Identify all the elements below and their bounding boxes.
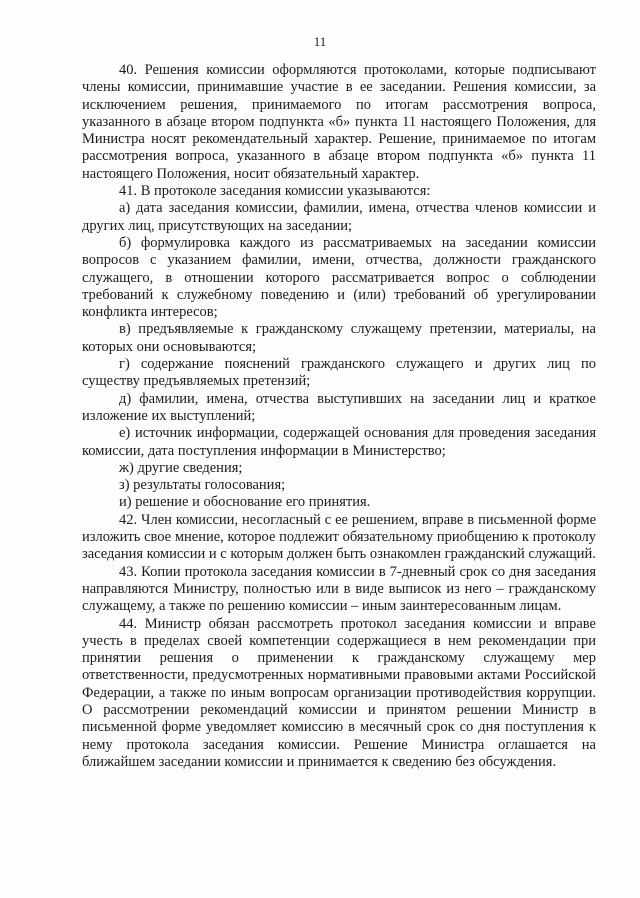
- paragraph-subitem-v: в) предъявляемые к гражданскому служащему претензии, материалы, на которых они основываются;: [82, 321, 596, 355]
- paragraph-subitem-a: а) дата заседания комиссии, фамилии, имена, отчества членов комиссии и других лиц, присутствующих на заседании;: [82, 200, 596, 234]
- paragraph-subitem-g: г) содержание пояснений гражданского служащего и других лиц по существу предъявляемых претензий;: [82, 356, 596, 390]
- paragraph-subitem-i: и) решение и обоснование его принятия.: [119, 494, 371, 511]
- paragraph-subitem-e: е) источник информации, содержащей основания для проведения заседания комиссии, дата поступления информации в Министерство;: [82, 425, 596, 459]
- paragraph-item-42: 42. Член комиссии, несогласный с ее решением, вправе в письменной форме изложить свое мнение, которое подлежит обязательному приобщению к протоколу заседания комиссии и с которым должен быть ознакомлен гражданский служащий.: [82, 511, 596, 563]
- paragraph-item-41: 41. В протоколе заседания комиссии указываются:: [119, 183, 431, 200]
- document-body: [82, 62, 596, 771]
- paragraph-item-40: 40. Решения комиссии оформляются протоколами, которые подписывают члены комиссии, принимавшие участие в ее заседании. Решения комиссии, за исключением решения, принимаемого по итогам рассмотрения вопроса, указанного в абзаце втором подпункта «б» пункта 11 настоящего Положения, для Министра носят рекомендательный характер. Решение, принимаемое по итогам рассмотрения вопроса, указанного в абзаце втором подпункта «б» пункта 11 настоящего Положения, носит обязательный характер.: [82, 62, 596, 182]
- paragraph-subitem-z: з) результаты голосования;: [119, 477, 286, 494]
- paragraph-subitem-b: б) формулировка каждого из рассматриваемых на заседании комиссии вопросов с указанием фамилии, имени, отчества, должности гражданского служащего, в отношении которого рассматривается вопрос о соблюдении требований к служебному поведению и (или) требований об урегулировании конфликта интересов;: [82, 234, 596, 321]
- paragraph-subitem-d: д) фамилии, имена, отчества выступивших на заседании лиц и краткое изложение их выступлений;: [82, 390, 596, 424]
- paragraph-subitem-zh: ж) другие сведения;: [119, 459, 243, 476]
- paragraph-item-44: 44. Министр обязан рассмотреть протокол заседания комиссии и вправе учесть в пределах своей компетенции содержащиеся в нем рекомендации при принятии решения о применении к гражданскому служащему мер ответственности, предусмотренных нормативными правовыми актами Российской Федерации, а также по иным вопросам организации противодействия коррупции. О рассмотрении рекомендаций комиссии и принятом решении Министр в письменной форме уведомляет комиссию в месячный срок со дня поступления к нему протокола заседания комиссии. Решение Министра оглашается на ближайшем заседании комиссии и принимается к сведению без обсуждения.: [82, 615, 596, 770]
- paragraph-item-43: 43. Копии протокола заседания комиссии в 7-дневный срок со дня заседания направляются Министру, полностью или в виде выписок из него – гражданскому служащему, а также по решению комиссии – иным заинтересованным лицам.: [82, 563, 596, 615]
- page-number: 11: [313, 34, 327, 49]
